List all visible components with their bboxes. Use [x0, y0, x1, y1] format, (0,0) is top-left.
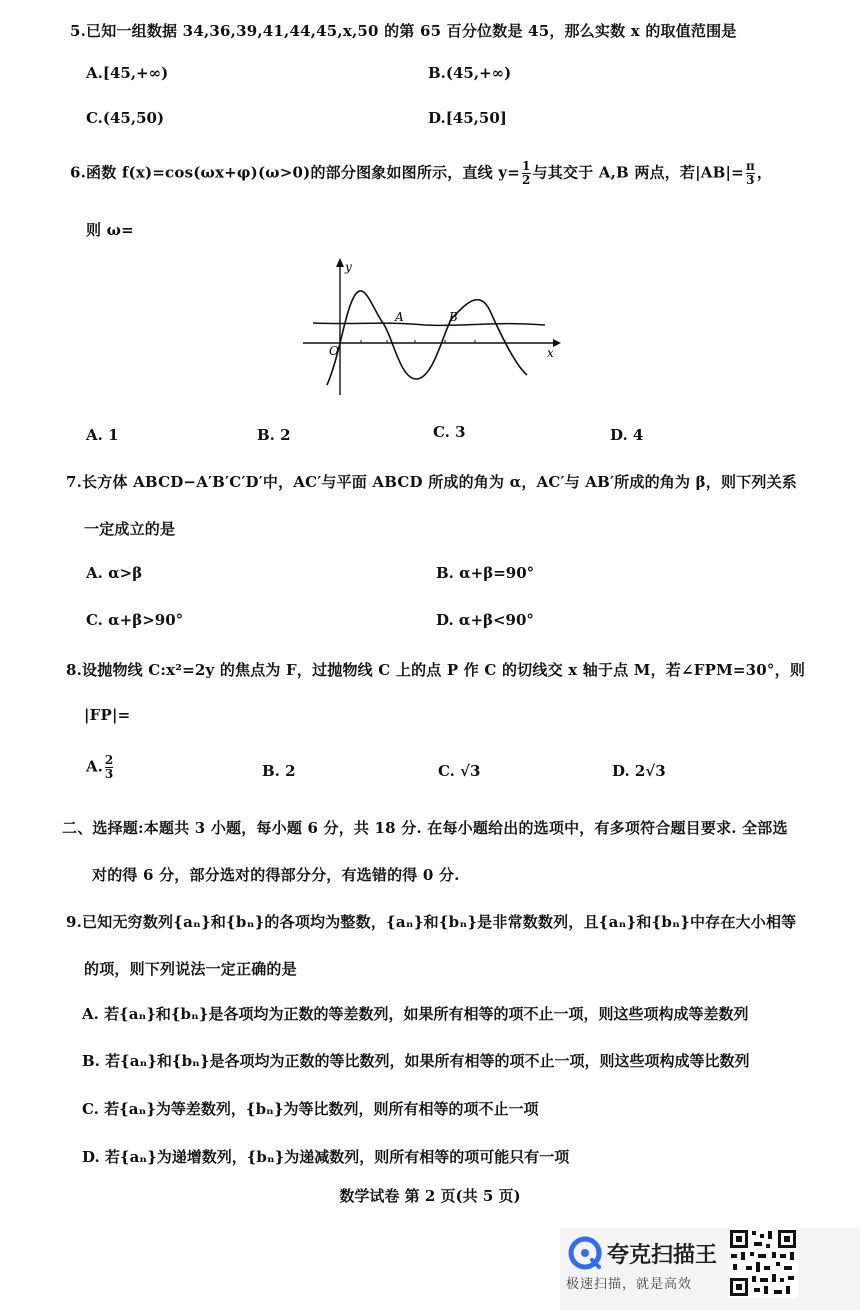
q6-option-b: B. 2 [257, 426, 291, 444]
q6-fraction-half [522, 160, 531, 187]
q8-option-a-prefix: A. [86, 757, 103, 776]
graph-label-b: B [449, 310, 458, 324]
q6-stem [70, 160, 772, 187]
scanner-brand-name: 夸克扫描王 [607, 1243, 718, 1268]
graph-cosine-curve [327, 291, 527, 385]
q8-option-a-numerator: 2 [104, 753, 114, 767]
q6-stem-part-b: 与其交于 A,B 两点，若|AB|= [532, 163, 744, 182]
q7-stem: 7.长方体 ABCD−A′B′C′D′中，AC′与平面 ABCD 所成的角为 α，AC′与 AB′所成的角为 β，则下列关系 [66, 473, 797, 491]
q6-half-denominator: 2 [521, 173, 531, 187]
qr-code-icon [728, 1228, 798, 1298]
q5-option-d: D.[45,50] [428, 109, 507, 127]
q6-pi-numerator: π [745, 159, 755, 173]
graph-label-a: A [395, 310, 404, 324]
quark-logo-icon [568, 1236, 602, 1270]
q7-option-b: B. α+β=90° [436, 564, 535, 582]
q6-stem-part-c: ， [756, 163, 773, 182]
q5-option-a: A.[45,+∞) [86, 64, 169, 82]
q6-option-d: D. 4 [610, 426, 644, 444]
q6-stem-line2: 则 ω= [86, 221, 134, 239]
section2-line2: 对的得 6 分，部分选对的得部分分，有选错的得 0 分. [92, 866, 460, 884]
q8-option-a-denominator: 3 [104, 767, 114, 781]
graph-y-axis-arrow [336, 258, 344, 267]
q8-option-a-fraction [105, 754, 113, 781]
scanner-brand-slogan: 极速扫描，就是高效 [566, 1277, 693, 1292]
q5-stem: 5.已知一组数据 34,36,39,41,44,45,x,50 的第 65 百分位数是 45，那么实数 x 的取值范围是 [70, 22, 737, 40]
graph-label-origin: O [329, 344, 339, 358]
q6-option-a: A. 1 [86, 426, 119, 444]
q5-option-b: B.(45,+∞) [428, 64, 512, 82]
q7-option-d: D. α+β<90° [436, 611, 534, 629]
q6-cosine-graph [295, 255, 565, 400]
q5-option-c: C.(45,50) [86, 109, 165, 127]
q8-option-d: D. 2√3 [612, 762, 666, 780]
graph-label-y: y [345, 260, 352, 274]
graph-half-line [313, 323, 545, 325]
q9-option-a: A. 若{aₙ}和{bₙ}是各项均为正数的等差数列，如果所有相等的项不止一项，则这些项构成等差数列 [82, 1005, 749, 1023]
section2-line1: 二、选择题:本题共 3 小题，每小题 6 分，共 18 分. 在每小题给出的选项中，有多项符合题目要求. 全部选 [62, 819, 788, 837]
q6-fraction-pi [746, 160, 755, 187]
q7-option-c: C. α+β>90° [86, 611, 184, 629]
q9-stem: 9.已知无穷数列{aₙ}和{bₙ}的各项均为整数，{aₙ}和{bₙ}是非常数数列，且{aₙ}和{bₙ}中存在大小相等 [66, 913, 797, 931]
q6-option-c: C. 3 [433, 423, 466, 441]
q8-stem: 8.设抛物线 C:x²=2y 的焦点为 F，过抛物线 C 上的点 P 作 C 的切线交 x 轴于点 M，若∠FPM=30°，则 [66, 661, 806, 679]
q9-stem-line2: 的项，则下列说法一定正确的是 [84, 960, 297, 978]
graph-x-axis-arrow [553, 339, 561, 347]
page-footer: 数学试卷 第 2 页(共 5 页) [339, 1187, 521, 1205]
q8-option-c: C. √3 [438, 762, 481, 780]
q9-option-b: B. 若{aₙ}和{bₙ}是各项均为正数的等比数列，如果所有相等的项不止一项，则这些项构成等比数列 [82, 1052, 750, 1070]
q8-stem-line2: |FP|= [84, 706, 131, 724]
q6-pi-denominator: 3 [746, 173, 755, 187]
q6-stem-part-a: 6.函数 f(x)=cos(ωx+φ)(ω>0)的部分图象如图所示，直线 y= [70, 163, 520, 182]
q6-half-numerator: 1 [521, 159, 531, 173]
q8-option-b: B. 2 [262, 762, 296, 780]
graph-label-x: x [547, 346, 554, 360]
q9-option-c: C. 若{aₙ}为等差数列，{bₙ}为等比数列，则所有相等的项不止一项 [82, 1100, 539, 1118]
q8-option-a [86, 754, 115, 781]
q7-option-a: A. α>β [86, 564, 143, 582]
q9-option-d: D. 若{aₙ}为递增数列，{bₙ}为递减数列，则所有相等的项可能只有一项 [82, 1148, 570, 1166]
q7-stem-line2: 一定成立的是 [84, 520, 176, 538]
